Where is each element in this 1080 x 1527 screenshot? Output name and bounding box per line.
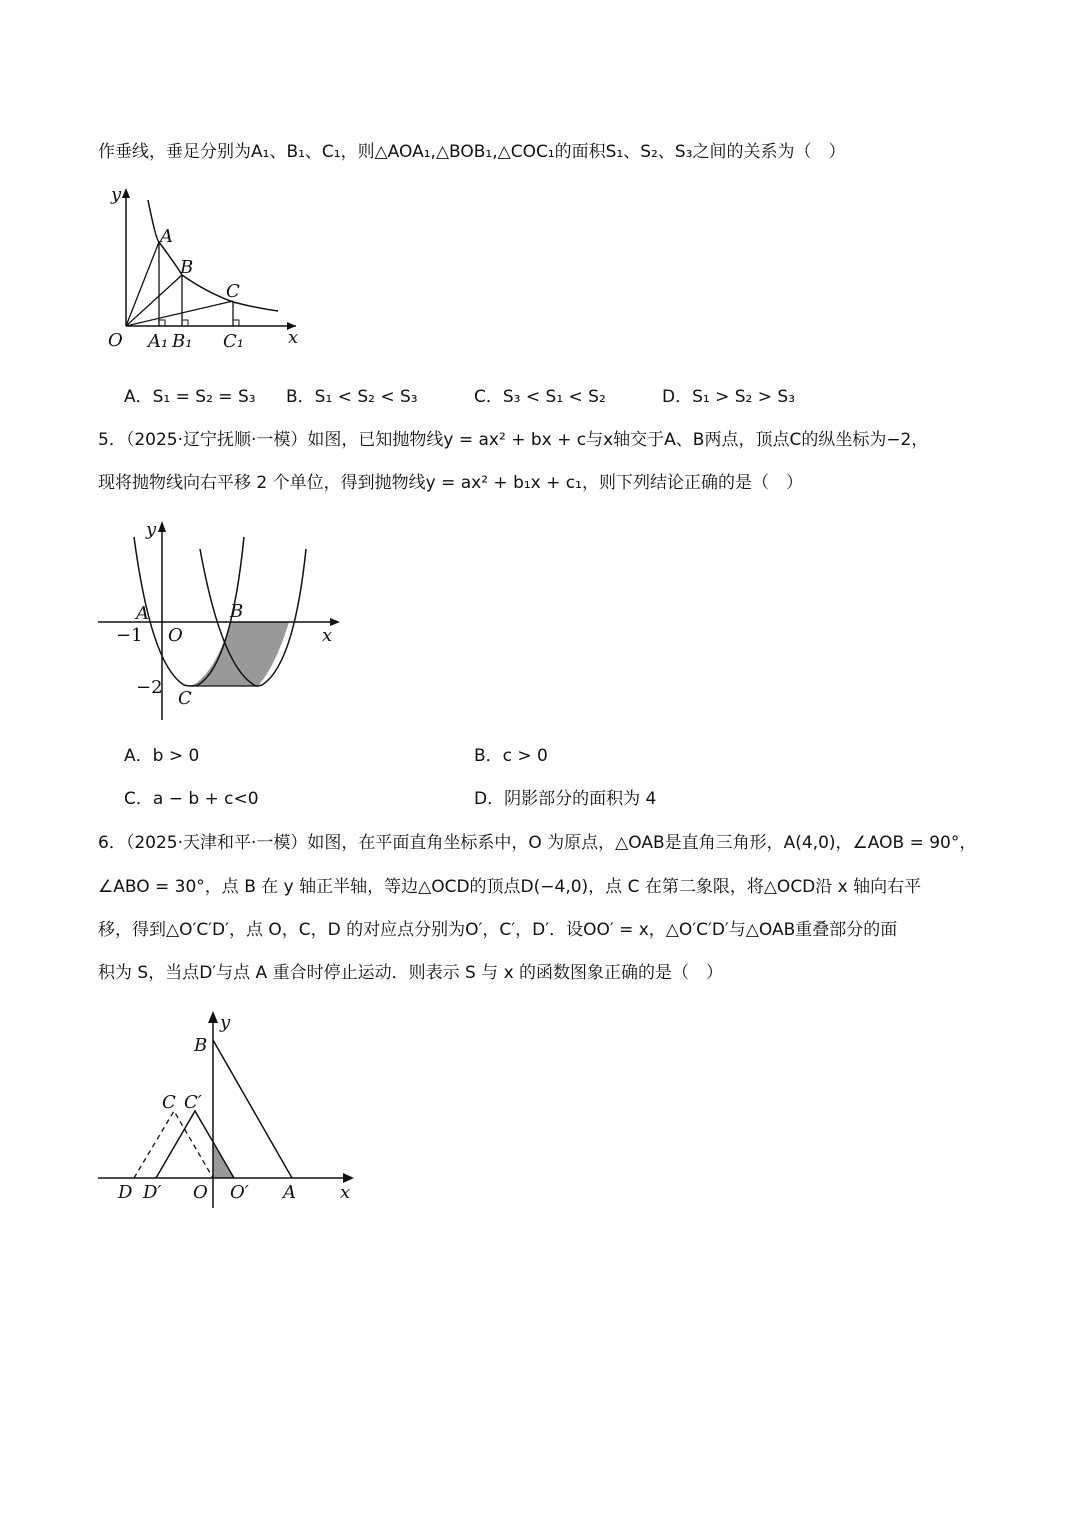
label-C: C bbox=[162, 1092, 176, 1113]
label-O: O bbox=[108, 330, 123, 351]
label-A: A bbox=[283, 1182, 296, 1203]
shaded-region bbox=[191, 622, 289, 686]
q4-figure bbox=[96, 180, 311, 355]
q6-stem-line3: 移，得到△O′C′D′，点 O，C，D 的对应点分别为O′，C′，D′．设OO′ = x，△O′C′D′与△OAB重叠部分的面 bbox=[98, 920, 898, 940]
label-B: B bbox=[180, 257, 194, 278]
label-O: O bbox=[168, 625, 183, 646]
q4-option-b: B．S₁ < S₂ < S₃ bbox=[286, 387, 418, 407]
label-D: D bbox=[118, 1182, 133, 1203]
label-B: B bbox=[194, 1035, 208, 1056]
label-A: A bbox=[160, 226, 173, 247]
label-C: C bbox=[226, 281, 240, 302]
label-O: O bbox=[193, 1182, 208, 1203]
q5-option-b: B．c > 0 bbox=[474, 746, 548, 766]
label-C-prime: C′ bbox=[184, 1092, 202, 1113]
q5-option-c: C．a − b + c<0 bbox=[124, 789, 259, 809]
q4-option-c: C．S₃ < S₁ < S₂ bbox=[474, 387, 606, 407]
q6-stem-line2: ∠ABO = 30°，点 B 在 y 轴正半轴，等边△OCD的顶点D(−4,0)，点 C 在第二象限，将△OCD沿 x 轴向右平 bbox=[98, 877, 922, 897]
q6-figure bbox=[96, 1008, 361, 1213]
q6-stem-line1: 6．（2025·天津和平·一模）如图，在平面直角坐标系中，O 为原点，△OAB是直角三角形，A(4,0)，∠AOB = 90°， bbox=[98, 833, 977, 853]
label-C: C bbox=[178, 688, 192, 709]
label-y: y bbox=[220, 1012, 231, 1033]
label-x: x bbox=[288, 327, 299, 348]
q6-stem-line4: 积为 S，当点D′与点 A 重合时停止运动．则表示 S 与 x 的函数图象正确的是（ ） bbox=[98, 963, 724, 983]
q4-stem: 作垂线，垂足分别为A₁、B₁、C₁，则△AOA₁,△BOB₁,△COC₁的面积S₁、S₂、S₃之间的关系为（ ） bbox=[98, 142, 846, 162]
label-B1: B₁ bbox=[172, 331, 193, 352]
q4-option-d: D．S₁ > S₂ > S₃ bbox=[662, 387, 796, 407]
label-B: B bbox=[230, 601, 244, 622]
q5-option-a: A．b > 0 bbox=[124, 746, 200, 766]
q5-stem-line2: 现将抛物线向右平移 2 个单位，得到抛物线y = ax² + b₁x + c₁，则下列结论正确的是（ ） bbox=[98, 473, 803, 493]
label-y: y bbox=[111, 184, 122, 205]
q4-option-a: A．S₁ = S₂ = S₃ bbox=[124, 387, 256, 407]
label-A: A bbox=[136, 603, 149, 624]
label-neg1: −1 bbox=[116, 625, 143, 646]
hyperbola-curve bbox=[148, 200, 278, 311]
q5-stem-line1: 5．（2025·辽宁抚顺·一模）如图，已知抛物线y = ax² + bx + c与x轴交于A、B两点，顶点C的纵坐标为−2， bbox=[98, 430, 929, 450]
q5-option-d: D．阴影部分的面积为 4 bbox=[474, 789, 657, 809]
label-x: x bbox=[322, 625, 333, 646]
label-D-prime: D′ bbox=[143, 1182, 162, 1203]
label-A1: A₁ bbox=[148, 331, 169, 352]
q5-figure bbox=[96, 515, 346, 725]
label-neg2: −2 bbox=[136, 677, 163, 698]
label-O-prime: O′ bbox=[230, 1182, 249, 1203]
label-x: x bbox=[340, 1182, 351, 1203]
label-y: y bbox=[146, 519, 157, 540]
label-C1: C₁ bbox=[223, 331, 244, 352]
